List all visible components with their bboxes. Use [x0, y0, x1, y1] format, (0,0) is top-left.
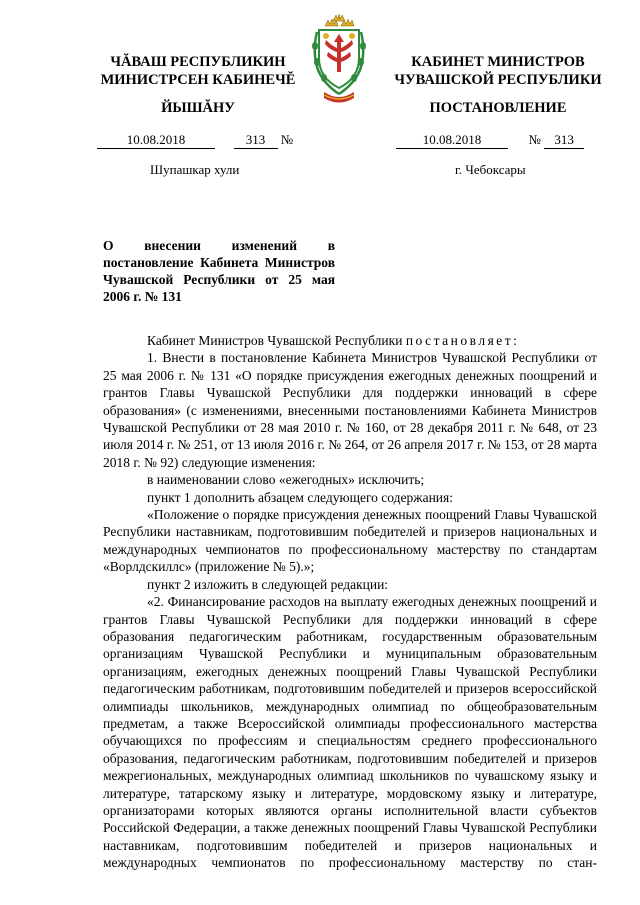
header-russian: [378, 53, 618, 89]
doc-type-chuvash: ЙЫШĂНУ: [161, 100, 235, 116]
intro-lead: Кабинет Министров Чувашской Республики: [147, 333, 403, 348]
paragraph-3: пункт 1 дополнить абзацем следующего содержания:: [147, 489, 453, 505]
paragraph-1: 1. Внести в постановление Кабинета Министров Чувашской Республики от 25 мая 2006 г. № 131 «О порядке присуждения ежегодных денежных поощрений и грантов Главы Чувашской Республики для поддержки инноваций в сфере образования» (с изменениями, внесенными постановлениями Кабинета Министров Чувашской Республики от 28 мая 2010 г. № 160, от 28 декабря 2011 г. № 648, от 23 июля 2014 г. № 251, от 13 июля 2016 г. № 264, от 26 апреля 2017 г. № 153, от 28 марта 2018 г. № 92) следующие изменения:: [103, 350, 597, 470]
number-russian: 313: [544, 132, 584, 149]
city-russian: г. Чебоксары: [455, 162, 526, 177]
header-chuvash-line2: МИНИСТРСЕН КАБИНЕЧĔ: [100, 72, 296, 88]
header-russian-line2: ЧУВАШСКОЙ РЕСПУБЛИКИ: [394, 72, 602, 88]
paragraph-6: «2. Финансирование расходов на выплату ежегодных денежных поощрений и грантов Главы Чувашской Республики для поддержки инноваций в сфере образования педагогическим работникам, государственным образовательным организациям Чувашской Республики и муниципальным образовательным организациям, ежегодных денежных поощрений Главы Чувашской Республики педагогическим работникам, подготовившим победителей и призеров всероссийской олимпиады школьников, международных олимпиад по общеобразовательным предметам, а также Всероссийской олимпиады профессионального мастерства обучающихся по профессиям и специальностям среднего профессионального образования, педагогическим работникам, подготовившим победителей и призеров межрегиональных, международных олимпиад школьников по чувашскому языку и литературе, татарскому языку и литературе, мордовскому языку и литературе, организаторами которых являются органы исполнительной власти субъектов Российской Федерации, а также денежных поощрений Главы Чувашской Республики наставникам, подготовившим победителей и призеров национальных и международных чемпионатов по профессиональному мастерству по стан-: [103, 594, 597, 871]
header-chuvash: [88, 53, 308, 89]
date-russian: 10.08.2018: [396, 132, 508, 149]
no-sign-russian: №: [528, 132, 541, 147]
document-subject: О внесении изменений в постановление Кабинета Министров Чувашской Республики от 25 мая 2006 г. № 131: [103, 238, 335, 304]
header-russian-line1: КАБИНЕТ МИНИСТРОВ: [411, 54, 585, 70]
document-body: [103, 332, 597, 872]
paragraph-2: в наименовании слово «ежегодных» исключить;: [147, 472, 425, 488]
coat-of-arms-icon: [310, 12, 368, 108]
header-chuvash-line1: ЧĂВАШ РЕСПУБЛИКИН: [110, 54, 286, 70]
intro-paragraph: [103, 332, 597, 349]
paragraph-4: «Положение о порядке присуждения денежных поощрений Главы Чувашской Республики наставникам, подготовившим победителей и призеров национальных и международных чемпионатов по профессиональному мастерству по стандартам «Ворлдскиллс» (приложение № 5).»;: [103, 507, 597, 575]
date-number-russian: [396, 132, 584, 149]
date-chuvash: 10.08.2018: [97, 132, 215, 149]
doc-type-russian: ПОСТАНОВЛЕНИЕ: [429, 100, 567, 116]
intro-resolves: постановляет:: [405, 333, 520, 348]
date-number-chuvash: [97, 132, 293, 149]
no-sign-chuvash: №: [280, 132, 294, 147]
city-chuvash: Шупашкар хули: [150, 162, 240, 177]
paragraph-5: пункт 2 изложить в следующей редакции:: [147, 576, 389, 592]
number-chuvash: 313: [234, 132, 278, 149]
